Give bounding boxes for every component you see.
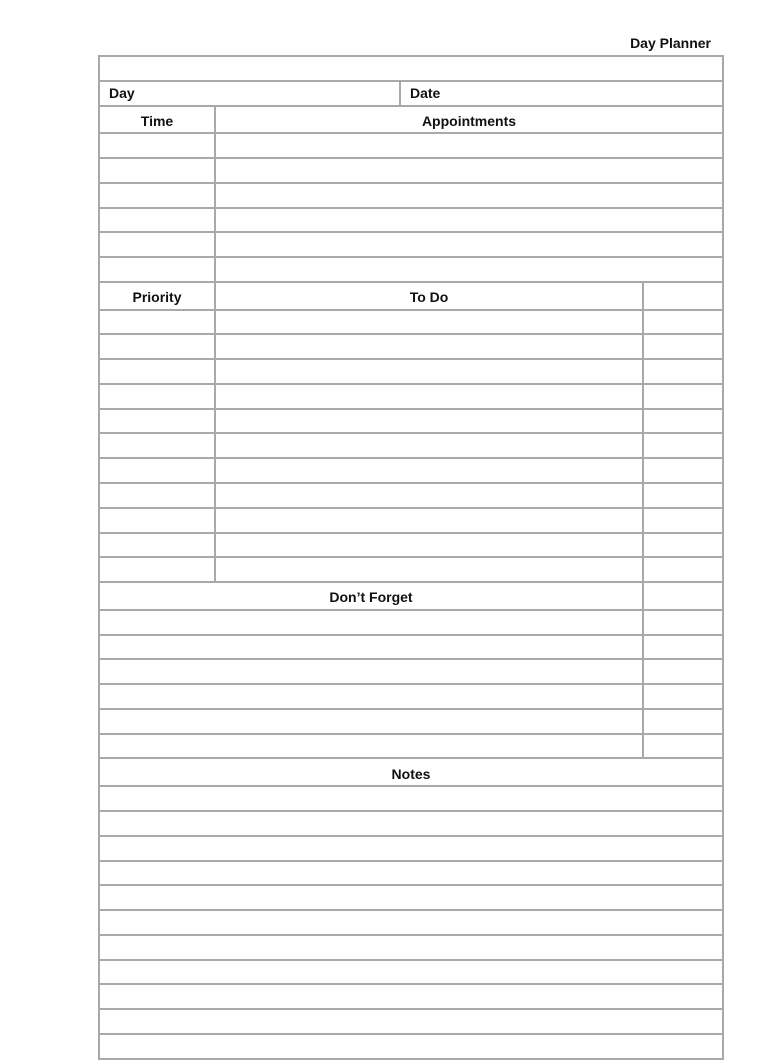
notes-header: Notes [99,758,723,786]
appointments-row [99,208,723,233]
notes-line-cell[interactable] [99,984,723,1009]
appointment-time-cell[interactable] [99,232,215,257]
notes-line-cell[interactable] [99,861,723,886]
dont-forget-item-cell[interactable] [99,610,643,635]
dont-forget-row [99,684,723,709]
notes-line-cell[interactable] [99,935,723,960]
date-label: Date [410,85,441,102]
todo-task-cell[interactable] [215,458,643,483]
todo-check-cell[interactable] [643,384,723,409]
priority-header: Priority [99,282,215,310]
notes-row [99,935,723,960]
planner-grid [98,55,724,1060]
todo-row [99,458,723,483]
todo-task-cell[interactable] [215,557,643,582]
todo-header: To Do [215,282,643,310]
todo-check-cell[interactable] [643,557,723,582]
day-field[interactable] [99,81,400,106]
dont-forget-check-cell[interactable] [643,684,723,709]
notes-row [99,960,723,985]
todo-row [99,409,723,434]
appointments-row [99,232,723,257]
todo-check-cell[interactable] [643,508,723,533]
day-label: Day [109,85,135,102]
todo-row [99,359,723,384]
appointment-cell[interactable] [215,158,723,183]
todo-task-cell[interactable] [215,384,643,409]
appointment-time-cell[interactable] [99,133,215,158]
dont-forget-check-cell[interactable] [643,610,723,635]
dont-forget-check-header [643,582,723,610]
dont-forget-row [99,734,723,759]
notes-line-cell[interactable] [99,786,723,811]
dont-forget-check-cell[interactable] [643,659,723,684]
todo-check-cell[interactable] [643,409,723,434]
todo-task-cell[interactable] [215,483,643,508]
todo-check-cell[interactable] [643,483,723,508]
todo-check-cell[interactable] [643,458,723,483]
dont-forget-item-cell[interactable] [99,635,643,660]
notes-row [99,861,723,886]
notes-row [99,811,723,836]
todo-priority-cell[interactable] [99,384,215,409]
todo-check-cell[interactable] [643,533,723,558]
appointment-time-cell[interactable] [99,257,215,282]
notes-header-row [99,758,723,786]
appointment-cell[interactable] [215,183,723,208]
todo-row [99,483,723,508]
dont-forget-row [99,709,723,734]
todo-row [99,433,723,458]
dont-forget-item-cell[interactable] [99,734,643,759]
todo-row [99,310,723,335]
todo-priority-cell[interactable] [99,533,215,558]
todo-task-cell[interactable] [215,334,643,359]
todo-check-header [643,282,723,310]
notes-line-cell[interactable] [99,885,723,910]
todo-task-cell[interactable] [215,533,643,558]
notes-line-cell[interactable] [99,1009,723,1034]
todo-priority-cell[interactable] [99,483,215,508]
todo-row [99,334,723,359]
todo-priority-cell[interactable] [99,433,215,458]
dont-forget-item-cell[interactable] [99,659,643,684]
notes-row [99,910,723,935]
todo-priority-cell[interactable] [99,359,215,384]
todo-row [99,557,723,582]
dont-forget-check-cell[interactable] [643,635,723,660]
dont-forget-header-row [99,582,723,610]
dont-forget-header: Don’t Forget [99,582,643,610]
notes-row [99,836,723,861]
planner-sheet [98,55,722,966]
notes-line-cell[interactable] [99,910,723,935]
dont-forget-check-cell[interactable] [643,709,723,734]
dont-forget-row [99,635,723,660]
notes-row [99,1034,723,1059]
todo-priority-cell[interactable] [99,557,215,582]
time-header: Time [99,106,215,134]
notes-line-cell[interactable] [99,811,723,836]
notes-line-cell[interactable] [99,960,723,985]
todo-priority-cell[interactable] [99,409,215,434]
blank-header-row [99,56,723,81]
todo-check-cell[interactable] [643,310,723,335]
todo-row [99,508,723,533]
appointment-time-cell[interactable] [99,208,215,233]
appointment-time-cell[interactable] [99,183,215,208]
todo-priority-cell[interactable] [99,334,215,359]
appointments-row [99,257,723,282]
appointments-header: Appointments [215,106,723,134]
dont-forget-row [99,610,723,635]
appointment-time-cell[interactable] [99,158,215,183]
todo-row [99,533,723,558]
dont-forget-item-cell[interactable] [99,684,643,709]
notes-row [99,885,723,910]
appointment-cell[interactable] [215,133,723,158]
todo-priority-cell[interactable] [99,508,215,533]
todo-task-cell[interactable] [215,508,643,533]
appointment-cell[interactable] [215,208,723,233]
todo-row [99,384,723,409]
date-field[interactable] [400,81,723,106]
page-title: Day Planner [630,35,711,51]
blank-header-cell[interactable] [99,56,723,81]
dont-forget-check-cell[interactable] [643,734,723,759]
todo-task-cell[interactable] [215,409,643,434]
appointments-row [99,133,723,158]
todo-header-row [99,282,723,310]
appointment-cell[interactable] [215,232,723,257]
dont-forget-row [99,659,723,684]
todo-priority-cell[interactable] [99,310,215,335]
notes-row [99,984,723,1009]
appointments-header-row [99,106,723,134]
todo-priority-cell[interactable] [99,458,215,483]
todo-check-cell[interactable] [643,359,723,384]
todo-task-cell[interactable] [215,433,643,458]
todo-task-cell[interactable] [215,310,643,335]
todo-check-cell[interactable] [643,433,723,458]
appointment-cell[interactable] [215,257,723,282]
notes-row [99,786,723,811]
notes-line-cell[interactable] [99,1034,723,1059]
todo-task-cell[interactable] [215,359,643,384]
day-date-row [99,81,723,106]
appointments-row [99,158,723,183]
todo-check-cell[interactable] [643,334,723,359]
notes-row [99,1009,723,1034]
notes-line-cell[interactable] [99,836,723,861]
appointments-row [99,183,723,208]
dont-forget-item-cell[interactable] [99,709,643,734]
